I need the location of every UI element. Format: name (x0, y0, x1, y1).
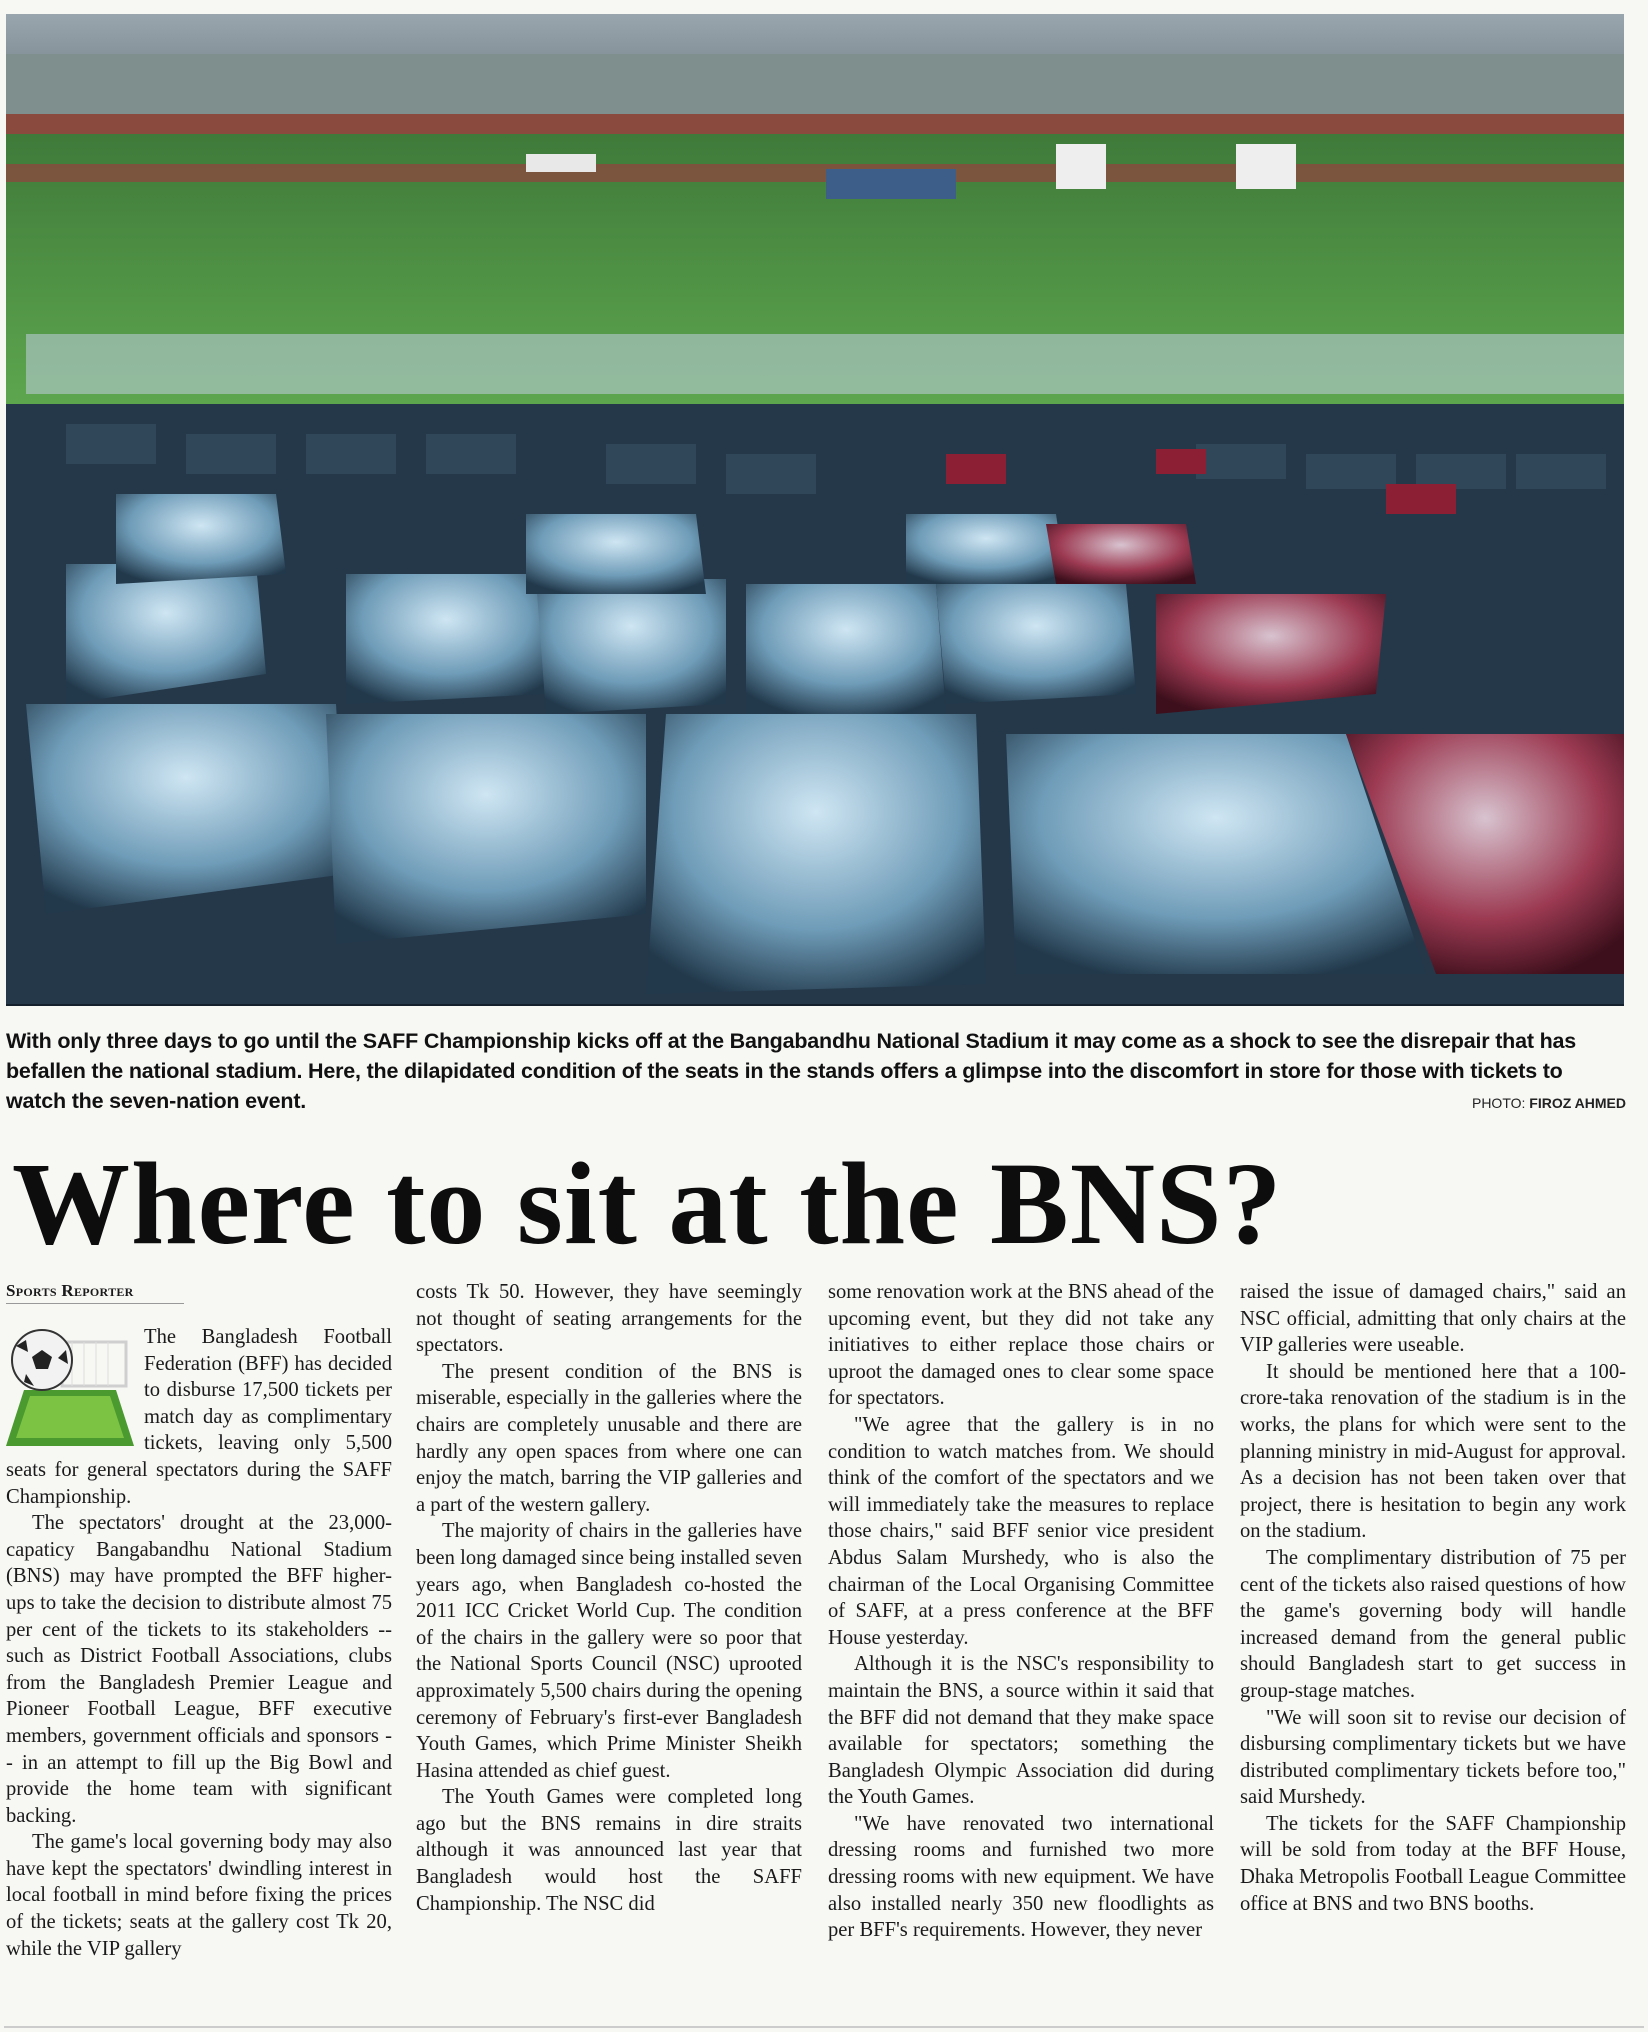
article-paragraph: Although it is the NSC's responsibility to maintain the BNS, a source within it said that the BFF did not demand that they make space available for spectators; something the Bangladesh Olympic Association did during the Youth Games. (828, 1653, 1214, 1809)
stadium-seats-image (6, 14, 1624, 1006)
stadium-photo (6, 14, 1624, 1006)
article-paragraph: some renovation work at the BNS ahead of the upcoming event, but they did not take any initiatives to either replace those chairs or uproot the damaged ones to clear some space for spectators. (828, 1281, 1214, 1410)
article-paragraph: The spectators' drought at the 23,000-capaticу Bangabandhu National Stadium (BNS) may have prompted the BFF higher-ups to take the decision to distribute almost 75 per cent of the tickets to its stakeholders -- such as District Football Associations, clubs from the Bangladesh Premier League and Pioneer Football League, BFF executive members, government officials and sponsors -- in an attempt to fill up the Big Bowl and provide the home team with significant backing. (6, 1512, 392, 1827)
article-paragraph: The present condition of the BNS is miserable, especially in the galleries where the chairs are completely unusable and there are hardly any open spaces from where one can enjoy the match, barring the VIP galleries and a part of the western gallery. (416, 1360, 802, 1516)
article-paragraph: "We have renovated two international dressing rooms and furnished two more dressing rooms with new equipment. We have also installed nearly 350 new floodlights as per BFF's requirements. However, they never (828, 1812, 1214, 1942)
article-paragraph: costs Tk 50. However, they have seemingly not thought of seating arrangements for the spectators. (416, 1281, 802, 1357)
byline: Sports Reporter (6, 1281, 184, 1304)
article-column-1 (6, 1324, 392, 2029)
photo-caption: With only three days to go until the SAFF Championship kicks off at the Bangabandhu National Stadium it may come as a shock to see the disrepair that has befallen the national stadium. Here, the dilapidated condition of the seats in the stands offers a glimpse into the discomfort in store for those with tickets to watch the seven-nation event. (6, 1029, 1577, 1113)
article-paragraph: It should be mentioned here that a 100-crore-taka renovation of the stadium is in the works, the plans for which were sent to the planning ministry in mid-August for approval. As a decision has not been taken over that project, there is hesitation to begin any work on the stadium. (1240, 1360, 1626, 1543)
article-paragraph: The Bangladesh Football Federation (BFF) has decided to disburse 17,500 tickets per match day as complimentary tickets, leaving only 5,500 seats for general spectators during the SAFF Championship. (6, 1326, 392, 1508)
article-paragraph: raised the issue of damaged chairs," said an NSC official, admitting that only chairs at the VIP galleries were useable. (1240, 1281, 1626, 1357)
article-paragraph: The Youth Games were completed long ago but the BNS remains in dire straits although it was announced last year that Bangladesh would host the SAFF Championship. The NSC did (416, 1786, 802, 1915)
article-paragraph: The complimentary distribution of 75 per cent of the tickets also raised questions of how the game's governing body will handle increased demand from the general public should Bangladesh start to get success in group-stage matches. (1240, 1546, 1626, 1702)
article-column-3 (828, 1279, 1214, 2029)
article-paragraph: The majority of chairs in the galleries have been long damaged since being installed seven years ago, when Bangladesh co-hosted the 2011 ICC Cricket World Cup. The condition of the chairs in the gallery were so poor that the National Sports Council (NSC) uprooted approximately 5,500 chairs during the opening ceremony of February's first-ever Bangladesh Youth Games, which Prime Minister Sheikh Hasina attended as chief guest. (416, 1520, 802, 1782)
article-paragraph: The tickets for the SAFF Championship will be sold from today at the BFF House, Dhaka Metropolis Football League Committee office at BNS and two BNS booths. (1240, 1812, 1626, 1915)
headline: Where to sit at the BNS? (12, 1138, 1283, 1269)
bottom-rule (4, 2026, 1644, 2028)
photo-credit-label: PHOTO: (1471, 1095, 1526, 1111)
article-column-2 (416, 1279, 802, 2029)
photo-credit-name: FIROZ AHMED (1529, 1095, 1626, 1111)
article-paragraph: The game's local governing body may also have kept the spectators' dwindling interest in local football in mind before fixing the prices of the tickets; seats at the gallery cost Tk 20, while the VIP gallery (6, 1831, 392, 1960)
football-icon (6, 1326, 134, 1446)
article-paragraph: "We will soon sit to revise our decision of disbursing complimentary tickets but we have distributed complimentary tickets before too," said Murshedy. (1240, 1706, 1626, 1809)
article-column-4 (1240, 1279, 1626, 2029)
article-paragraph: "We agree that the gallery is in no condition to watch matches from. We should think of the comfort of the spectators and we will immediately take the measures to replace those chairs," said BFF senior vice president Abdus Salam Murshedy, who is also the chairman of the Local Organising Committee of SAFF, at a press conference at the BFF House yesterday. (828, 1413, 1214, 1649)
photo-credit (1472, 1095, 1626, 1111)
